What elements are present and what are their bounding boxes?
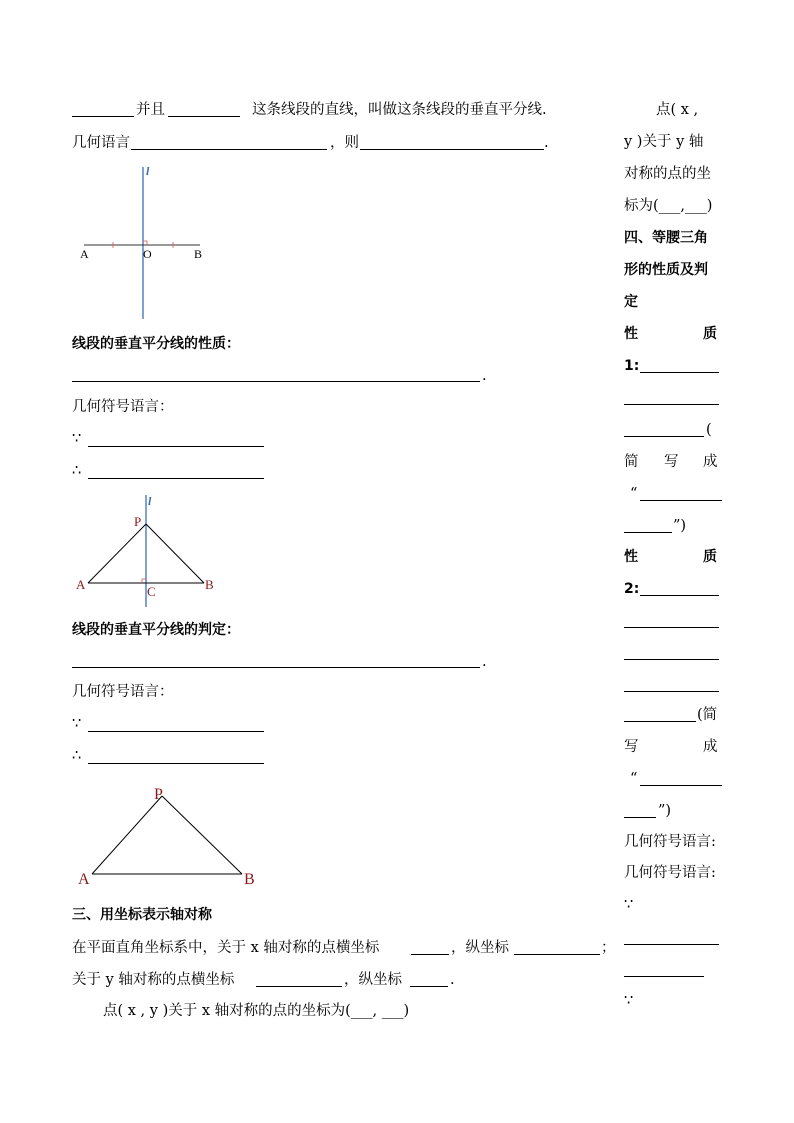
blank-prop1-a[interactable] bbox=[640, 372, 719, 373]
symbol-language-label: 几何符号语言： bbox=[72, 399, 174, 415]
sec3-line2-ordinate: ，纵坐标 bbox=[344, 972, 402, 988]
text-then: ，则 bbox=[330, 135, 359, 151]
section-3-heading: 三、用坐标表示轴对称 bbox=[72, 907, 212, 923]
label-O: O bbox=[143, 247, 152, 261]
because-symbol: ∵ bbox=[72, 716, 82, 732]
label-B: B bbox=[205, 577, 214, 592]
blank-1b[interactable] bbox=[168, 116, 240, 117]
short2-char-b: 成 bbox=[703, 739, 718, 755]
blank-y-abscissa[interactable] bbox=[256, 986, 342, 987]
blank-prop2-b[interactable] bbox=[624, 627, 719, 628]
therefore-symbol: ∴ bbox=[72, 748, 82, 764]
blank-y-ordinate[interactable] bbox=[410, 986, 448, 987]
period: . bbox=[450, 972, 455, 988]
blank-therefore-1[interactable] bbox=[88, 478, 264, 479]
side-PB bbox=[146, 524, 204, 583]
quote-close: ”) bbox=[673, 518, 687, 534]
label-l: l bbox=[146, 164, 150, 178]
r-symmetric-point: 对称的点的坐 bbox=[624, 166, 711, 182]
blank-x-ordinate[interactable] bbox=[514, 954, 600, 955]
short-char-b: 写 bbox=[664, 454, 679, 470]
blank-therefore-2[interactable] bbox=[88, 763, 264, 764]
label-P: P bbox=[154, 786, 163, 803]
label-C: C bbox=[147, 584, 156, 599]
quote-open: “ bbox=[630, 486, 638, 502]
blank-short-1b[interactable] bbox=[624, 532, 672, 533]
blank-1a[interactable] bbox=[72, 116, 134, 117]
figure-perpendicular-bisector-2 bbox=[72, 490, 222, 610]
blank-prop2-c[interactable] bbox=[624, 659, 719, 660]
blank-short-2b[interactable] bbox=[624, 817, 656, 818]
because-symbol: ∵ bbox=[72, 431, 82, 447]
side-PB bbox=[162, 796, 242, 874]
property-heading: 线段的垂直平分线的性质： bbox=[72, 336, 240, 352]
label-A: A bbox=[76, 577, 86, 592]
blank-right-because-a[interactable] bbox=[624, 944, 719, 945]
period: . bbox=[482, 368, 487, 384]
label-A: A bbox=[78, 871, 90, 888]
symbol-language-label: 几何符号语言： bbox=[72, 684, 174, 700]
blank-prop1-c[interactable] bbox=[624, 436, 704, 437]
label-A: A bbox=[80, 247, 89, 261]
because-symbol: ∵ bbox=[624, 897, 634, 913]
blank-prop2-e[interactable] bbox=[624, 721, 696, 722]
label-B: B bbox=[194, 247, 203, 261]
blank-prop2-a[interactable] bbox=[640, 595, 719, 596]
section-4-heading-c: 定 bbox=[624, 294, 638, 310]
quote-open: “ bbox=[630, 771, 638, 787]
blank-judgement[interactable] bbox=[72, 667, 480, 668]
figure-triangle-PAB bbox=[72, 780, 272, 890]
paren-short: (简 bbox=[697, 707, 718, 723]
blank-property[interactable] bbox=[72, 381, 480, 382]
short2-char-a: 写 bbox=[624, 739, 639, 755]
text-and: 并且 bbox=[136, 102, 165, 118]
blank-short-1a[interactable] bbox=[640, 500, 722, 501]
label-B: B bbox=[244, 871, 255, 888]
property-1-char-b: 质 bbox=[703, 326, 717, 342]
blank-2a[interactable] bbox=[131, 149, 327, 150]
blank-prop2-d[interactable] bbox=[624, 691, 719, 692]
property-2-char-b: 质 bbox=[703, 549, 717, 565]
sec3-line2-text: 关于 y 轴对称的点横坐标 bbox=[72, 972, 235, 988]
short-char-c: 成 bbox=[703, 454, 718, 470]
paren-open: ( bbox=[706, 422, 712, 438]
therefore-symbol: ∴ bbox=[72, 463, 82, 479]
blank-x-abscissa[interactable] bbox=[411, 954, 449, 955]
text-definition-tail: 这条线段的直线，叫做这条线段的垂直平分线. bbox=[252, 102, 547, 118]
sec3-line1-ordinate: ，纵坐标 bbox=[451, 940, 509, 956]
period: . bbox=[482, 654, 487, 670]
side-PA bbox=[92, 796, 162, 874]
geometric-language-label: 几何语言 bbox=[72, 135, 130, 151]
property-1-char-a: 性 bbox=[624, 326, 638, 342]
semicolon: ； bbox=[601, 940, 616, 956]
because-symbol: ∵ bbox=[624, 993, 634, 1009]
section-4-heading-b: 形的性质及判 bbox=[624, 262, 708, 278]
blank-prop1-b[interactable] bbox=[624, 404, 719, 405]
blank-because-2[interactable] bbox=[88, 731, 264, 732]
symbol-language-label: 几何符号语言: bbox=[624, 865, 716, 881]
blank-2b[interactable] bbox=[360, 149, 544, 150]
label-P: P bbox=[134, 514, 142, 529]
judgement-heading: 线段的垂直平分线的判定： bbox=[72, 622, 240, 638]
r-about-y-axis: y )关于 y 轴 bbox=[624, 134, 704, 150]
property-2-char-a: 性 bbox=[624, 549, 638, 565]
property-1-number: 1: bbox=[624, 358, 640, 374]
blank-because-1[interactable] bbox=[88, 446, 264, 447]
blank-short-2a[interactable] bbox=[640, 785, 722, 786]
property-2-number: 2: bbox=[624, 581, 640, 597]
sec3-line1-text: 在平面直角坐标系中，关于 x 轴对称的点横坐标 bbox=[72, 940, 380, 956]
r-coordinate-blank: 标为(___,___) bbox=[624, 198, 713, 214]
symbol-language-label: 几何符号语言: bbox=[624, 834, 716, 850]
r-point-xy: 点( x , bbox=[656, 102, 699, 118]
section-4-heading-a: 四、等腰三角 bbox=[624, 230, 708, 246]
blank-right-because-b[interactable] bbox=[624, 976, 704, 977]
sec3-line3-x-symmetric: 点( x , y )关于 x 轴对称的点的坐标为(___, ___) bbox=[103, 1003, 410, 1019]
label-l: l bbox=[148, 494, 152, 508]
side-PA bbox=[88, 524, 146, 583]
short-char-a: 简 bbox=[624, 454, 639, 470]
figure-perpendicular-bisector-1 bbox=[72, 162, 212, 322]
quote-close: ”) bbox=[658, 803, 672, 819]
period: . bbox=[544, 135, 549, 151]
